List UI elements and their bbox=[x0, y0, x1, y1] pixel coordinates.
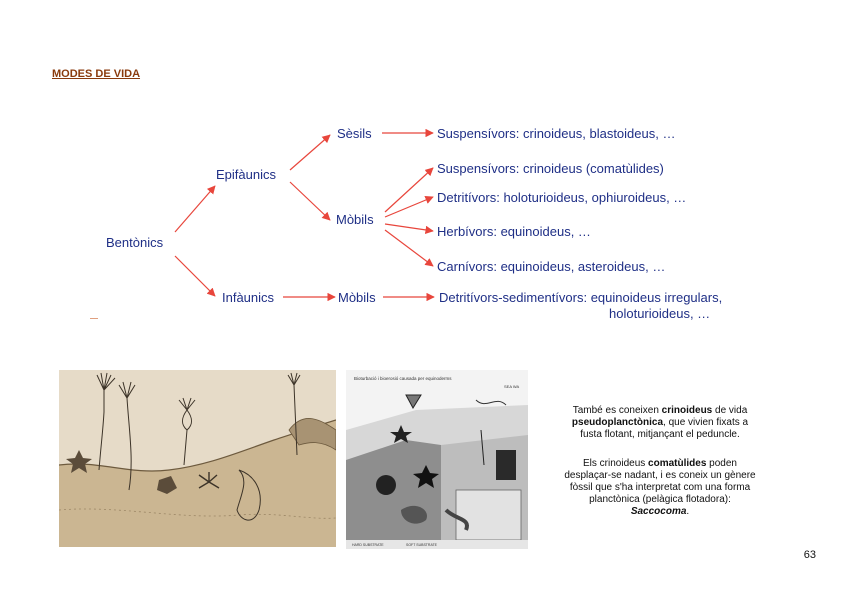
side-paragraph-comatulids: Els crinoideus comatùlides poden desplaçar-se nadant, i es coneix un gènere fòssil que s'ha interpretat com una forma planctònica (pelàgica flotadora): Saccocoma. bbox=[564, 458, 756, 517]
node-suspensivors-mobils: Suspensívors: crinoideus (comatùlides) bbox=[437, 161, 664, 176]
arrow-mobils-carnivors bbox=[385, 230, 433, 266]
bioturbation-illustration bbox=[346, 370, 528, 549]
arrow-bentonics-infaunics bbox=[175, 256, 215, 296]
node-herbivors: Herbívors: equinoideus, … bbox=[437, 224, 591, 239]
node-sedimentivors-line2: holoturioideus, … bbox=[609, 306, 711, 321]
figure-label-soft: SOFT SUBSTRATE bbox=[406, 543, 437, 547]
bioturbation-drawing bbox=[346, 370, 528, 549]
side-paragraph-pseudoplanktonic: També es coneixen crinoideus de vida pseudoplanctònica, que vivien fixats a fusta flotant, mitjançant el peduncle. bbox=[571, 405, 749, 440]
arrow-mobils-suspensivors bbox=[385, 168, 433, 212]
node-detritivors: Detritívors: holoturioideus, ophiuroideus, … bbox=[437, 190, 687, 205]
node-mobils-infaunics: Mòbils bbox=[338, 290, 376, 305]
node-mobils-epifaunics: Mòbils bbox=[336, 212, 374, 227]
node-suspensivors-sessils: Suspensívors: crinoideus, blastoideus, … bbox=[437, 126, 676, 141]
node-infaunics: Infàunics bbox=[222, 290, 275, 305]
arrow-bentonics-epifaunics bbox=[175, 186, 215, 232]
arrow-epifaunics-sessils bbox=[290, 135, 330, 170]
decorative-dash bbox=[90, 318, 98, 319]
seafloor-drawing bbox=[59, 370, 336, 547]
crinoid-illustration bbox=[59, 370, 336, 547]
arrow-mobils-detritivors bbox=[385, 197, 433, 217]
figure-label-hard: HARD SUBSTRATE bbox=[352, 543, 384, 547]
figure-caption: Bioturbació i bioerosió causada per equinoderms bbox=[354, 376, 452, 381]
node-sessils: Sèsils bbox=[337, 126, 372, 141]
node-bentonics: Bentònics bbox=[106, 235, 164, 250]
page-title: MODES DE VIDA bbox=[52, 68, 141, 80]
page-number: 63 bbox=[803, 549, 816, 561]
node-carnivors: Carnívors: equinoideus, asteroideus, … bbox=[437, 259, 666, 274]
node-epifaunics: Epifàunics bbox=[216, 167, 276, 182]
node-sedimentivors-line1: Detritívors-sedimentívors: equinoideus irregulars, bbox=[439, 290, 723, 305]
figure-label-sea: SEA WA bbox=[504, 384, 520, 389]
arrow-mobils-herbivors bbox=[385, 224, 433, 231]
arrow-epifaunics-mobils bbox=[290, 182, 330, 220]
